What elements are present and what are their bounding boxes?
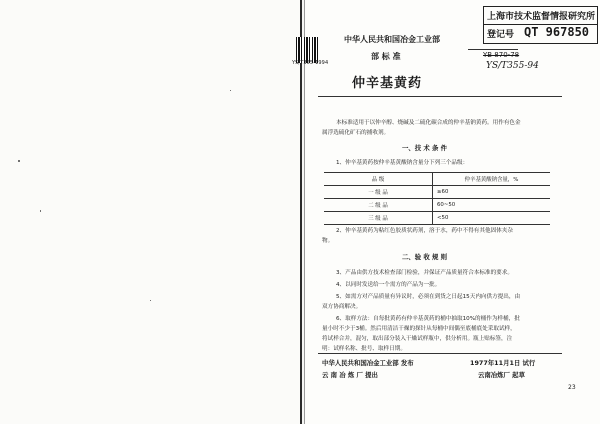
scan-speck: [40, 210, 41, 212]
footer-issuer: 中华人民共和国冶金工业部 发布: [322, 359, 414, 367]
footer-effective-date: 1977年11月1日 试行: [470, 359, 536, 367]
item-6-line-1: 6、取样方法：自每批黄药有仲辛基黄药的桶中抽取10%的桶作为样桶，批: [336, 316, 520, 322]
table-cell-grade: 三 级 品: [324, 212, 433, 225]
section-technical-heading: 一、技 术 条 件: [402, 144, 448, 152]
footer-drafted-by: 云南冶炼厂 起草: [478, 371, 525, 379]
barcode-text: YS/T355-1994: [292, 60, 329, 66]
ministry-header: 中华人民共和国冶金工业部: [344, 35, 440, 44]
table-row: [324, 199, 550, 212]
scan-speck: [150, 300, 151, 301]
table-cell-grade: 二 级 品: [324, 199, 433, 212]
footer-rule: [318, 353, 562, 354]
intro-line-2: 属浮选硫化矿石的捕收剂。: [322, 130, 390, 136]
standard-number-handwritten: YS/T355-94: [486, 61, 539, 71]
scan-speck: [230, 90, 231, 91]
page-number: 23: [568, 384, 576, 391]
scan-speck: [18, 160, 20, 162]
item-3: 3、产品由供方技术检查部门检验，并保证产品质量符合本标准的要求。: [336, 270, 513, 276]
table-cell-content: <50: [433, 212, 551, 225]
intro-line-1: 本标准适用于以仲辛醇、烧碱及二硫化碳合成的仲辛基钠黄药。用作有色金: [336, 120, 521, 126]
grade-table: [324, 172, 550, 225]
registration-stamp: [483, 6, 598, 44]
standard-number-struck: YB 870-78: [483, 51, 520, 59]
footer-proposer: 云 南 冶 炼 厂 提出: [322, 371, 378, 379]
table-cell-content: 60~50: [433, 199, 551, 212]
stamp-reg-label: 登记号: [487, 30, 515, 40]
table-header-grade: 品 级: [324, 173, 433, 186]
table-row: [324, 186, 550, 199]
standard-kind: 部 标 准: [371, 52, 401, 61]
item-6-line-2: 量小时不少于3桶。然后用清洁干燥的探针从每桶中间偶至底桶底处采取试样，: [322, 326, 516, 332]
table-row: [324, 212, 550, 225]
item-4: 4、以同时发送给一个需方的产品为一批。: [336, 282, 441, 288]
table-cell-grade: 一 级 品: [324, 186, 433, 199]
table-header-row: [324, 173, 550, 186]
table-cell-content: ≥60: [433, 186, 551, 199]
item-2-line-1: 2、仲辛基黄药为粘红色胶质状药剂，溶于水，药中不得有其他固体夹杂: [336, 228, 513, 234]
table-header-content: 仲辛基黄酸钠含量，%: [433, 173, 551, 186]
item-5-line-2: 双方协商解决。: [322, 304, 362, 310]
item-6-line-4: 明：试样名称、批号、取样日期。: [322, 346, 406, 352]
title-rule: [318, 96, 562, 97]
item-2-line-2: 物。: [322, 238, 334, 244]
stamp-institute: 上海市技术监督情报研究所: [487, 12, 596, 22]
stamp-reg-number: QT 967850: [524, 25, 590, 39]
item-6-line-3: 将试样合并，混匀，取出部分装入干燥试样瓶中，供分析用。瓶上贴标签，注: [322, 336, 513, 342]
document-title: 仲辛基黄药: [352, 76, 423, 91]
section-acceptance-heading: 二、验 收 规 则: [402, 253, 448, 261]
item-1: 1、仲辛基黄药按仲辛基黄酸钠含量分下列三个品级：: [336, 160, 469, 166]
item-5-line-1: 5、如需方对产品质量有异议时，必须在到货之日起15天内向供方提出，由: [336, 294, 521, 300]
header-rule: [468, 49, 518, 50]
